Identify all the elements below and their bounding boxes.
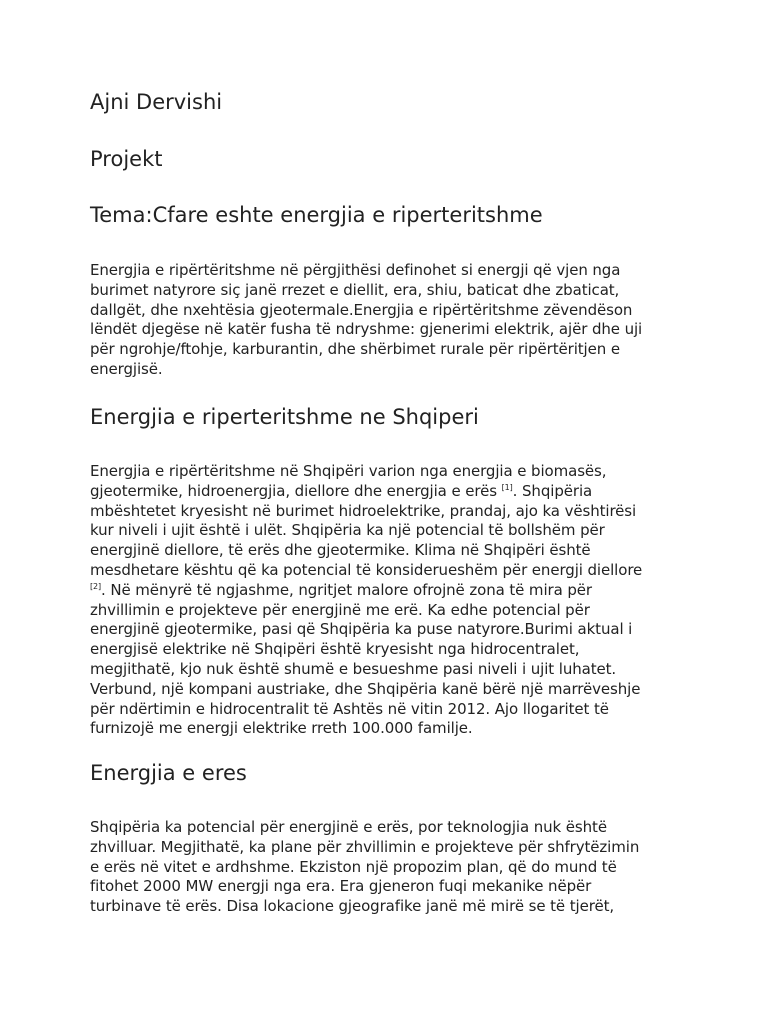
text-line: . Në mënyrë të ngjashme, ngritjet malore ofrojnë zona të mira për [101,580,592,599]
text-line: zhvillimin e projekteve për energjinë me erë. Ka edhe potencial për [90,600,590,619]
text-line: . Shqipëria [512,481,593,500]
text-line: burimet natyrore siç janë rrezet e diellit, era, shiu, baticat dhe zbaticat, [90,280,620,299]
text-line: fitohet 2000 MW energji nga era. Era gjeneron fuqi mekanike nëpër [90,877,592,896]
text-line: energjinë diellore, të erës dhe gjeotermike. Klima në Shqipëri është [90,541,591,560]
text-line: energjisë elektrike në Shqipëri është kryesisht nga hidrocentralet, [90,640,580,659]
text-line: zhvilluar. Megjithatë, ka plane për zhvillimin e projekteve për shfrytëzimin [90,837,640,856]
text-line: dallgët, dhe nxehtësia gjeotermale.Energjia e ripërtëritshme zëvendëson [90,300,633,319]
footnote-ref-1[interactable]: [1] [501,482,513,492]
text-line: mbështetet kryesisht në burimet hidroelektrike, prandaj, ajo ka vështirësi [90,501,637,520]
text-line: Verbund, një kompani austriake, dhe Shqipëria kanë bërë një marrëveshje [90,679,641,698]
footnote-ref-2[interactable]: [2] [90,581,102,591]
section-heading-wind: Energjia e eres [90,761,247,785]
text-line: e erës në vitet e ardhshme. Ekziston një propozim plan, që do mund të [90,857,617,876]
text-line: mesdhetare kështu që ka potencial të konsiderueshëm për energji diellore [90,560,643,579]
text-line: turbinave të erës. Disa lokacione gjeografike janë më mirë se të tjerët, [90,897,615,916]
text-line: Shqipëria ka potencial për energjinë e erës, por teknologjia nuk është [90,818,607,836]
text-line: Energjia e ripërtëritshme në Shqipëri varion nga energjia e biomasës, [90,462,607,480]
author-name: Ajni Dervishi [90,90,223,114]
section-heading-albania: Energjia e riperteritshme ne Shqiperi [90,405,479,429]
document-label: Projekt [90,147,163,171]
albania-paragraph [90,462,690,739]
text-line: për ngrohje/ftohje, karburantin, dhe shërbimet rurale për ripërtëritjen e [90,340,620,359]
text-line: energjisë. [90,359,163,378]
wind-paragraph [90,818,690,917]
text-line: energjinë gjeotermike, pasi që Shqipëria ka puse natyrore.Burimi aktual i [90,620,633,639]
text-line: gjeotermike, hidroenergjia, diellore dhe energjia e erës [90,481,502,500]
document-title: Tema:Cfare eshte energjia e riperteritshme [90,203,543,227]
intro-paragraph [90,261,690,380]
text-line: megjithatë, kjo nuk është shumë e besueshme pasi niveli i ujit luhatet. [90,659,617,678]
text-line: furnizojë me energji elektrike rreth 100.000 familje. [90,719,473,738]
text-line: kur niveli i ujit është i ulët. Shqipëria ka një potencial të bollshëm për [90,521,605,540]
text-line: për ndërtimin e hidrocentralit të Ashtës në vitin 2012. Ajo llogaritet të [90,699,609,718]
text-line: lëndët djegëse në katër fusha të ndryshme: gjenerimi elektrik, ajër dhe uji [90,320,643,339]
text-line: Energjia e ripërtëritshme në përgjithësi definohet si energji që vjen nga [90,261,621,279]
